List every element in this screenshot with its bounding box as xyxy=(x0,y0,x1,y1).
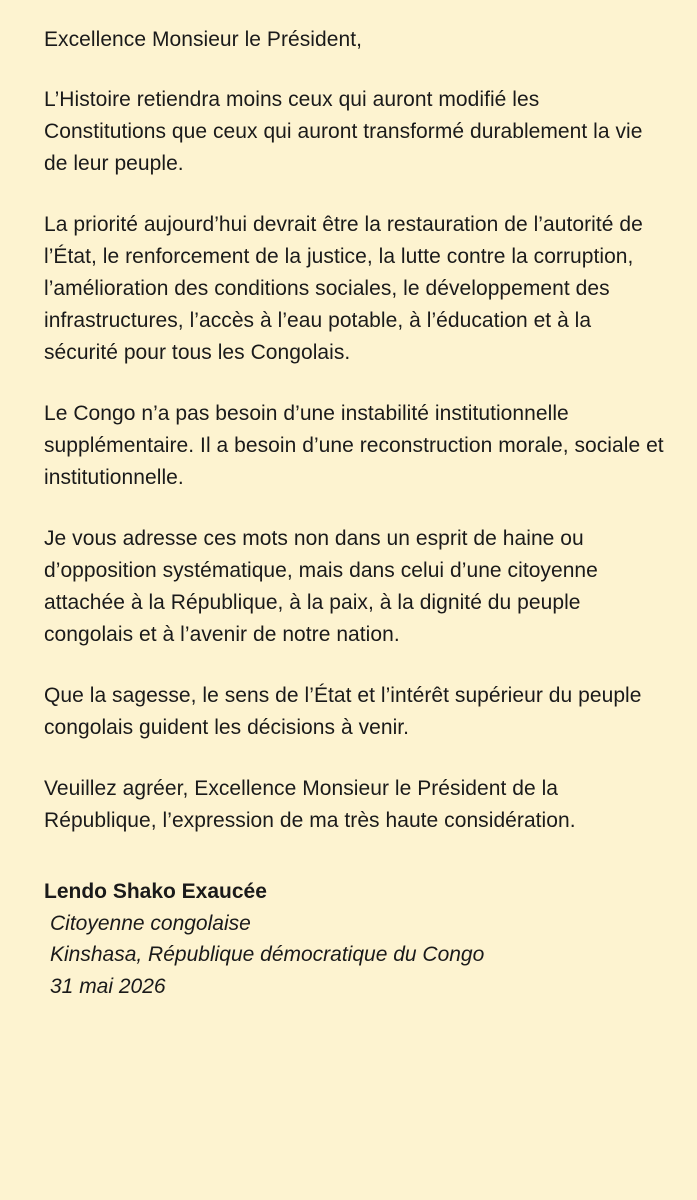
letter-paragraph: La priorité aujourd’hui devrait être la restauration de l’autorité de l’État, le renforcement de la justice, la lutte contre la corruption, l’amélioration des conditions sociales, le développement des infrastructures, l’accès à l’eau potable, à l’éducation et à la sécurité pour tous les Congolais. xyxy=(44,213,643,364)
signature-name: Lendo Shako Exaucée xyxy=(44,880,267,903)
letter-paragraph: Que la sagesse, le sens de l’État et l’intérêt supérieur du peuple congolais guident les décisions à venir. xyxy=(44,684,642,739)
signature-date: 31 mai 2026 xyxy=(50,974,166,998)
letter-paragraph: L’Histoire retiendra moins ceux qui auront modifié les Constitutions que ceux qui auront transformé durablement la vie de leur peuple. xyxy=(44,88,643,175)
letter-salutation: Excellence Monsieur le Président, xyxy=(44,28,362,51)
letter-closing: Veuillez agréer, Excellence Monsieur le Président de la République, l’expression de ma très haute considération. xyxy=(44,777,576,832)
signature-block xyxy=(44,876,667,1002)
letter-paragraph: Je vous adresse ces mots non dans un esprit de haine ou d’opposition systématique, mais dans celui d’une citoyenne attachée à la République, à la paix, à la dignité du peuple congolais et à l’avenir de notre nation. xyxy=(44,527,598,646)
signature-title: Citoyenne congolaise xyxy=(50,911,251,935)
signature-location: Kinshasa, République démocratique du Congo xyxy=(50,943,485,966)
letter-paragraph: Le Congo n’a pas besoin d’une instabilité institutionnelle supplémentaire. Il a besoin d’une reconstruction morale, sociale et institutionnelle. xyxy=(44,402,664,489)
